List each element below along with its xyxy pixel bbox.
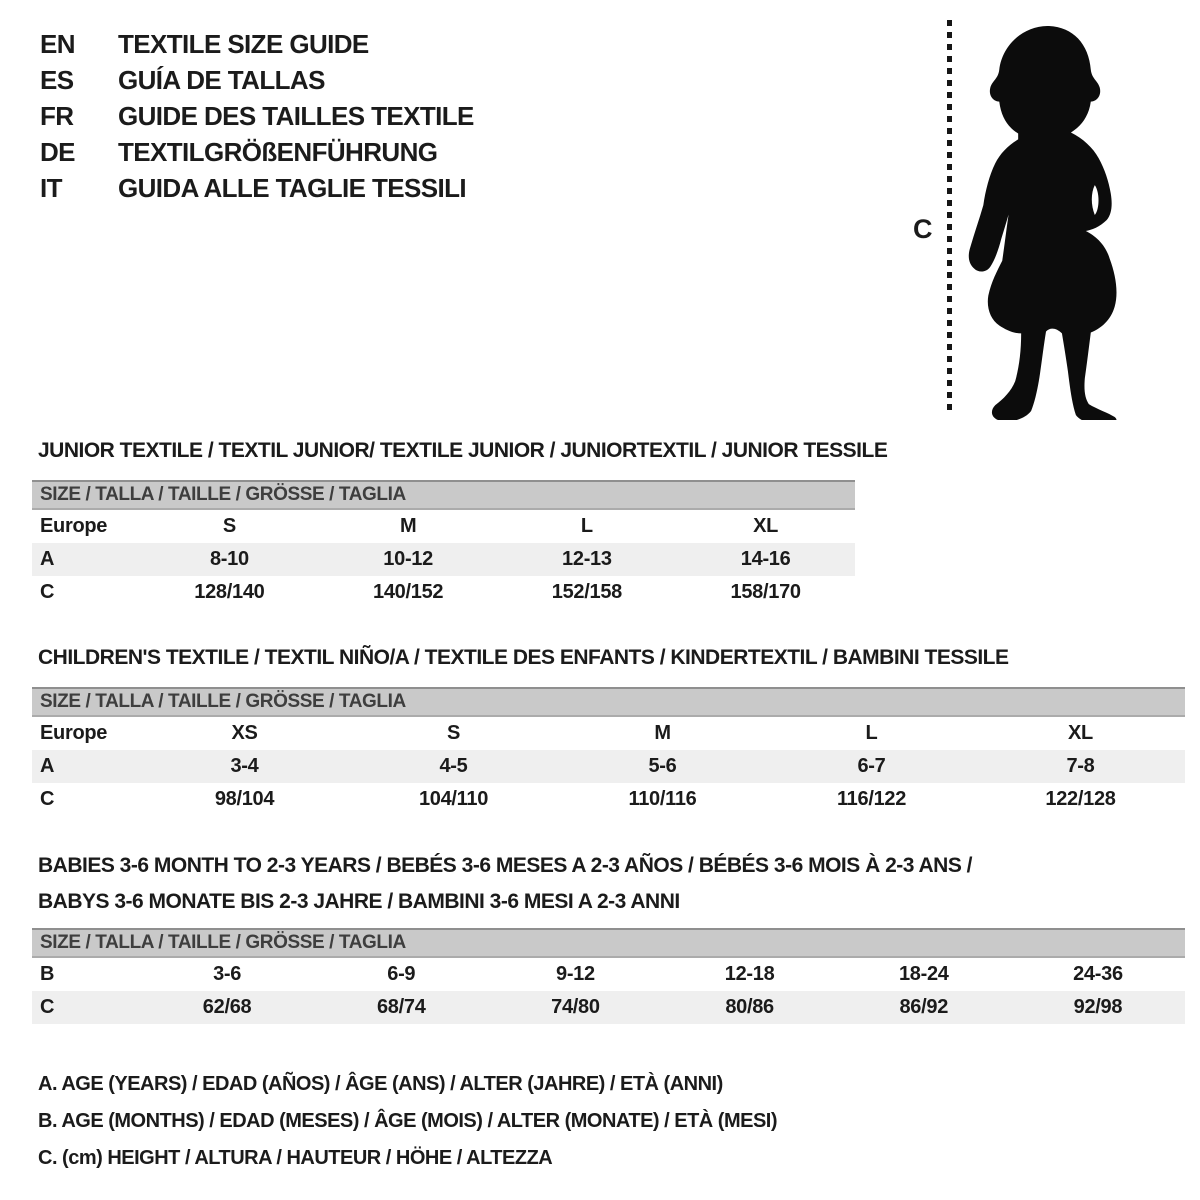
table-row-europe (32, 717, 1185, 750)
table-row-height (32, 576, 855, 609)
age-cell: 5-6 (648, 755, 677, 777)
section-title-line1: BABIES 3-6 MONTH TO 2-3 YEARS / BEBÉS 3-6 MESES A 2-3 AÑOS / BÉBÉS 3-6 MOIS À 2-3 ANS / (38, 854, 973, 877)
size-cell: S (222, 515, 236, 537)
height-cell: 74/80 (551, 996, 600, 1018)
table-row-europe (32, 510, 855, 543)
size-cell: L (580, 515, 593, 537)
age-cell: 7-8 (1066, 755, 1095, 777)
section-babies-textile (32, 848, 1185, 1024)
size-header-band: SIZE / TALLA / TAILLE / GRÖSSE / TAGLIA (32, 480, 855, 510)
section-children-textile (32, 645, 1185, 816)
height-cell: 80/86 (725, 996, 774, 1018)
note-age-months: B. AGE (MONTHS) / EDAD (MESES) / ÂGE (MOIS) / ALTER (MONATE) / ETÀ (MESI) (38, 1110, 778, 1132)
table-row-age (32, 543, 855, 576)
size-cell: M (654, 722, 671, 744)
height-cell: 140/152 (373, 581, 444, 603)
height-dashed-line (947, 20, 952, 416)
section-junior-textile (32, 438, 888, 609)
language-title: GUIDE DES TAILLES TEXTILE (118, 100, 474, 131)
height-cell: 110/116 (628, 788, 697, 810)
language-title: GUÍA DE TALLAS (118, 64, 325, 95)
size-cell: XL (1068, 722, 1093, 744)
height-cell: 86/92 (899, 996, 949, 1018)
language-title-list (40, 26, 474, 206)
row-label: C (40, 581, 55, 603)
size-header-band: SIZE / TALLA / TAILLE / GRÖSSE / TAGLIA (32, 928, 1185, 958)
row-label: C (40, 996, 55, 1018)
language-row-en (40, 26, 474, 62)
age-cell: 12-18 (724, 963, 775, 985)
language-row-fr (40, 98, 474, 134)
age-cell: 18-24 (898, 963, 949, 985)
row-label: Europe (40, 722, 108, 744)
language-title: TEXTILGRÖßENFÜHRUNG (118, 136, 438, 167)
age-cell: 3-6 (213, 963, 242, 985)
language-row-de (40, 134, 474, 170)
height-cell: 98/104 (214, 788, 275, 810)
height-cell: 68/74 (376, 996, 426, 1018)
height-cell: 92/98 (1073, 996, 1123, 1018)
language-code: EN (40, 28, 75, 59)
toddler-silhouette-icon (961, 22, 1141, 420)
table-row-height (32, 991, 1185, 1024)
height-cell: 128/140 (194, 581, 265, 603)
age-cell: 4-5 (439, 755, 468, 777)
height-cell: 152/158 (551, 581, 622, 603)
language-row-it (40, 170, 474, 206)
table-row-age (32, 750, 1185, 783)
height-measure-figure (905, 14, 1160, 428)
measure-c-label: C (913, 214, 933, 244)
language-code: ES (40, 64, 74, 95)
age-cell: 3-4 (230, 755, 259, 777)
row-label: Europe (40, 515, 108, 537)
section-title-line2: BABYS 3-6 MONATE BIS 2-3 JAHRE / BAMBINI 3-6 MESI A 2-3 ANNI (38, 890, 680, 913)
table-row-height (32, 783, 1185, 816)
height-cell: 122/128 (1045, 788, 1116, 810)
row-label: A (40, 755, 55, 777)
language-title: TEXTILE SIZE GUIDE (118, 28, 369, 59)
section-title: CHILDREN'S TEXTILE / TEXTIL NIÑO/A / TEXTILE DES ENFANTS / KINDERTEXTIL / BAMBINI TESSILE (38, 646, 1009, 669)
age-cell: 14-16 (740, 548, 791, 570)
size-cell: M (399, 515, 417, 537)
age-cell: 6-7 (857, 755, 886, 777)
legend-notes (38, 1066, 777, 1177)
row-label: A (40, 548, 55, 570)
section-title: JUNIOR TEXTILE / TEXTIL JUNIOR/ TEXTILE JUNIOR / JUNIORTEXTIL / JUNIOR TESSILE (38, 439, 888, 462)
language-code: IT (40, 172, 62, 203)
row-label: B (40, 963, 55, 985)
size-cell: XS (231, 722, 258, 744)
height-cell: 104/110 (418, 788, 489, 810)
language-code: FR (40, 100, 74, 131)
language-title: GUIDA ALLE TAGLIE TESSILI (118, 172, 467, 203)
height-cell: 158/170 (730, 581, 801, 603)
size-cell: XL (753, 515, 779, 537)
age-cell: 8-10 (209, 548, 249, 570)
age-cell: 9-12 (556, 963, 595, 985)
age-cell: 6-9 (387, 963, 416, 985)
language-row-es (40, 62, 474, 98)
row-label: C (40, 788, 55, 810)
size-cell: L (865, 722, 878, 744)
height-cell: 62/68 (202, 996, 252, 1018)
age-cell: 10-12 (383, 548, 433, 570)
height-cell: 116/122 (836, 788, 907, 810)
language-code: DE (40, 136, 75, 167)
age-cell: 12-13 (562, 548, 612, 570)
size-header-band: SIZE / TALLA / TAILLE / GRÖSSE / TAGLIA (32, 687, 1185, 717)
note-height-cm: C. (cm) HEIGHT / ALTURA / HAUTEUR / HÖHE / ALTEZZA (38, 1147, 553, 1169)
size-cell: S (446, 722, 461, 744)
note-age-years: A. AGE (YEARS) / EDAD (AÑOS) / ÂGE (ANS) / ALTER (JAHRE) / ETÀ (ANNI) (38, 1073, 723, 1095)
table-row-age-months (32, 958, 1185, 991)
age-cell: 24-36 (1073, 963, 1123, 985)
